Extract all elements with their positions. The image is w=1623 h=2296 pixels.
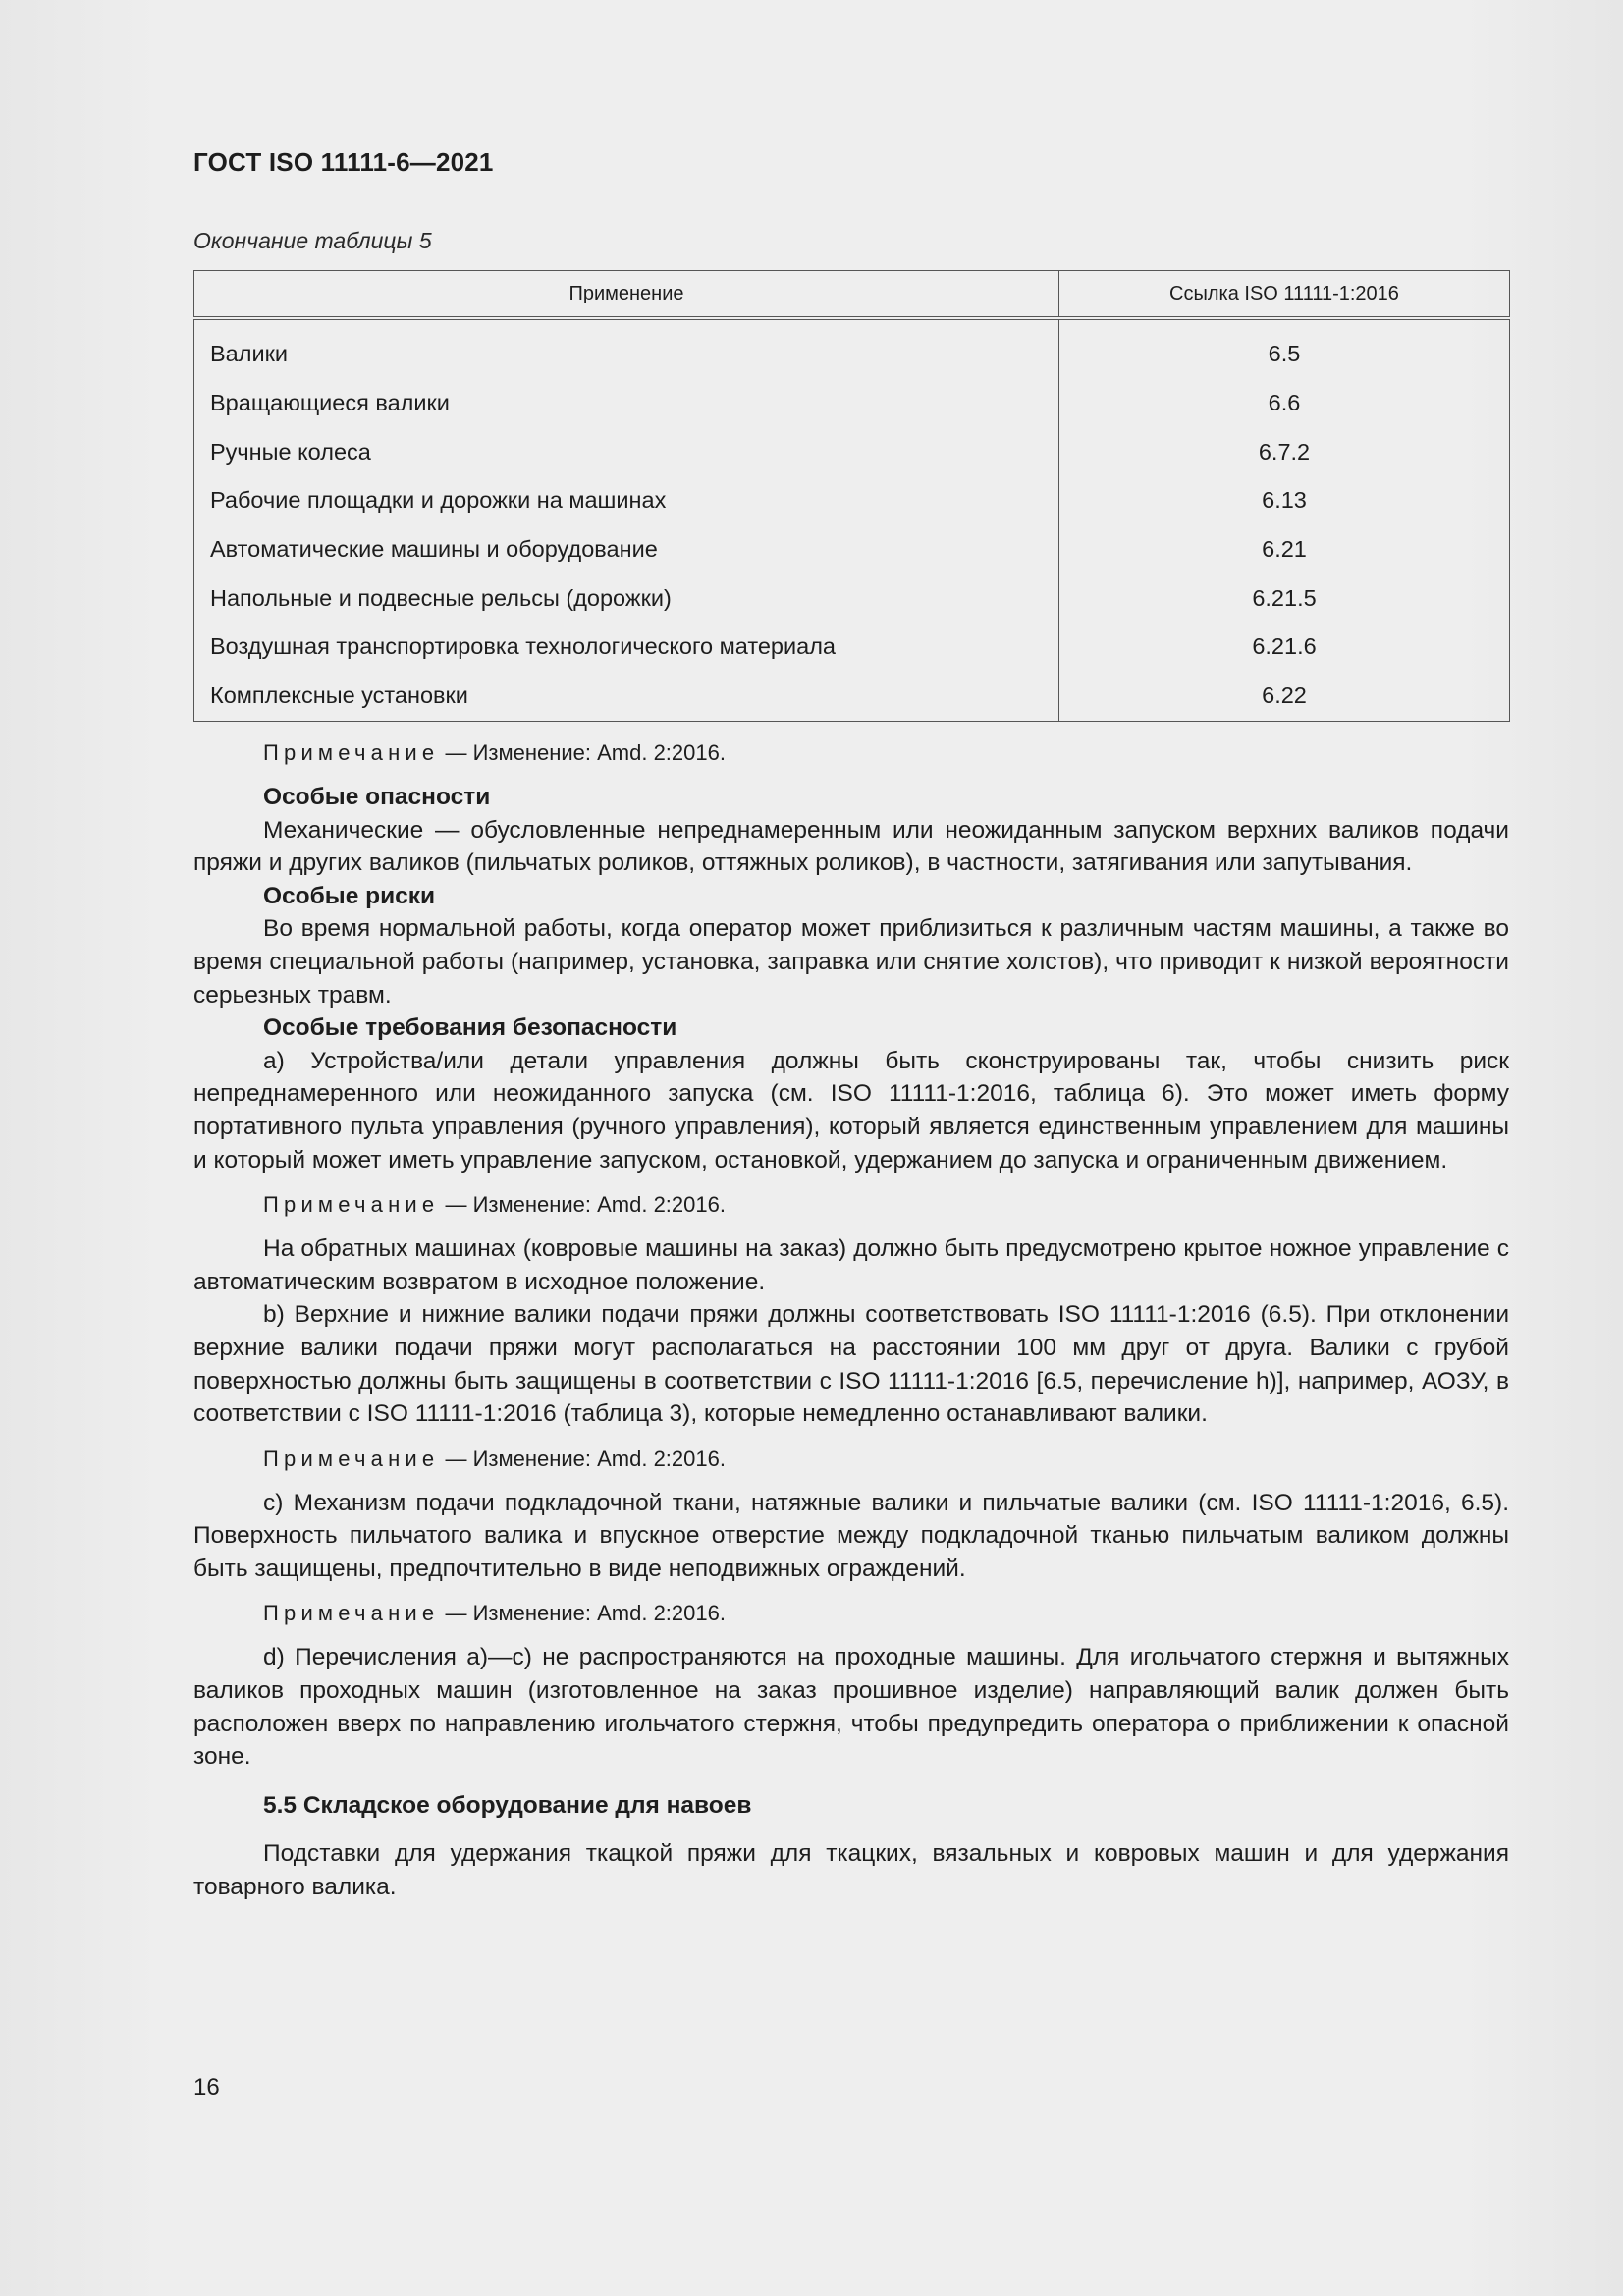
paragraph-item-b: b) Верхние и нижние валики подачи пряжи должны соответствовать ISO 11111-1:2016 (6.5). При отклонении верхние валики подачи пряжи могут располагаться на расстоянии 100 мм друг от друга. Валики с грубой поверхностью должны быть защищены в соответствии с ISO 11111-1:2016 [6.5, перечисление h)], например, АОЗУ, в соответствии с ISO 11111-1:2016 (таблица 3), которые немедленно останавливают валики. — [193, 1301, 1509, 1428]
column-header-application: Применение — [194, 271, 1059, 319]
paragraph-special-risks: Во время нормальной работы, когда оператор может приблизиться к различным частям машины, а также во время специальной работы (например, установка, заправка или снятие холстов), что приводит к низкой вероятности серьезных травм. — [193, 915, 1509, 1009]
paragraph-special-hazards: Механические — обусловленные непреднамеренным или неожиданным запуском верхних валиков подачи пряжи и других валиков (пильчатых роликов, оттяжных роликов), в частности, затягивания или запутывания. — [193, 816, 1509, 877]
table-row — [194, 379, 1510, 428]
document-body — [193, 737, 1509, 1904]
table-row — [194, 623, 1510, 672]
table-cell-application: Воздушная транспортировка технологического материала — [194, 623, 1059, 672]
note-label: Примечание — [263, 1192, 440, 1218]
column-header-reference: Ссылка ISO 11111-1:2016 — [1059, 271, 1510, 319]
table-row — [194, 476, 1510, 525]
table-cell-reference: 6.22 — [1059, 672, 1510, 721]
note — [193, 737, 1509, 769]
note — [193, 1443, 1509, 1475]
table-cell-reference: 6.21.6 — [1059, 623, 1510, 672]
table-cell-application: Автоматические машины и оборудование — [194, 525, 1059, 574]
paragraph-reverse-machines: На обратных машинах (ковровые машины на заказ) должно быть предусмотрено крытое ножное управление с автоматическим возвратом в исходное положение. — [193, 1235, 1509, 1295]
table-cell-application: Рабочие площадки и дорожки на машинах — [194, 476, 1059, 525]
note-label: Примечание — [263, 1446, 440, 1471]
note-text: — Изменение: Amd. 2:2016. — [439, 740, 726, 765]
paragraph-item-a: a) Устройства/или детали управления должны быть сконструированы так, чтобы снизить риск непреднамеренного или неожиданного запуска (см. ISO 11111-1:2016, таблица 6). Это может иметь форму портативного пульта управления (ручного управления), который является единственным управлением для машины и который может иметь управление запуском, остановкой, удержанием до запуска и ограниченным движением. — [193, 1047, 1509, 1174]
table-cell-reference: 6.21.5 — [1059, 574, 1510, 623]
table-row — [194, 427, 1510, 476]
section-title: 5.5 Складское оборудование для навоев — [263, 1791, 752, 1819]
table-row — [194, 525, 1510, 574]
note — [193, 1597, 1509, 1629]
page-number: 16 — [193, 2074, 220, 2101]
table-cell-reference: 6.6 — [1059, 379, 1510, 428]
note — [193, 1188, 1509, 1221]
reference-table — [193, 270, 1510, 722]
table-cell-application: Валики — [194, 318, 1059, 379]
note-text: — Изменение: Amd. 2:2016. — [439, 1601, 726, 1626]
table-cell-application: Комплексные установки — [194, 672, 1059, 721]
note-label: Примечание — [263, 1601, 440, 1626]
note-label: Примечание — [263, 740, 440, 765]
table-row — [194, 318, 1510, 379]
note-text: — Изменение: Amd. 2:2016. — [439, 1446, 726, 1471]
heading-special-hazards: Особые опасности — [263, 784, 491, 810]
paragraph-section-text: Подставки для удержания ткацкой пряжи для ткацких, вязальных и ковровых машин и для удержания товарного валика. — [193, 1840, 1509, 1901]
heading-special-risks: Особые риски — [263, 882, 436, 909]
paragraph-item-c: c) Механизм подачи подкладочной ткани, натяжные валики и пильчатые валики (см. ISO 11111-1:2016, 6.5). Поверхность пильчатого валика и впускное отверстие между подкладочной тканью пильчатым валиком должны быть защищены, предпочтительно в виде неподвижных ограждений. — [193, 1489, 1509, 1582]
table-row — [194, 672, 1510, 721]
table-cell-application: Ручные колеса — [194, 427, 1059, 476]
heading-safety-requirements: Особые требования безопасности — [263, 1014, 677, 1042]
table-cell-reference: 6.13 — [1059, 476, 1510, 525]
table-cell-reference: 6.7.2 — [1059, 427, 1510, 476]
table-header-row — [194, 271, 1510, 319]
table-cell-reference: 6.5 — [1059, 318, 1510, 379]
table-caption: Окончание таблицы 5 — [193, 228, 432, 253]
table-cell-application: Напольные и подвесные рельсы (дорожки) — [194, 574, 1059, 623]
table-row — [194, 574, 1510, 623]
paragraph-item-d: d) Перечисления a)—c) не распространяются на проходные машины. Для игольчатого стержня и вытяжных валиков проходных машин (изготовленное на заказ прошивное изделие) направляющий валик должен быть расположен вверх по направлению игольчатого стержня, чтобы предупредить оператора о приближении к опасной зоне. — [193, 1644, 1509, 1771]
table-cell-application: Вращающиеся валики — [194, 379, 1059, 428]
table-cell-reference: 6.21 — [1059, 525, 1510, 574]
note-text: — Изменение: Amd. 2:2016. — [439, 1192, 726, 1218]
document-header: ГОСТ ISO 11111-6—2021 — [193, 147, 494, 177]
